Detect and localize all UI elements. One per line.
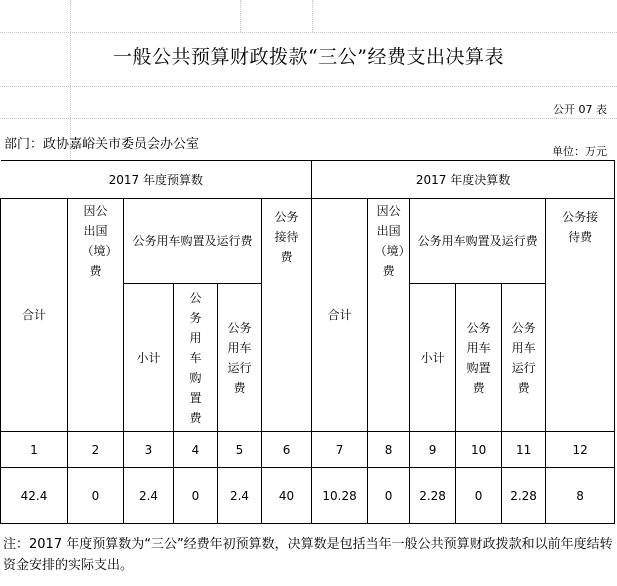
department-label: 部门：政协嘉峪关市委员会办公室 xyxy=(4,137,200,152)
index-cell: 8 xyxy=(368,432,410,468)
value-cell: 0 xyxy=(174,468,218,524)
sheet-gridline xyxy=(0,86,617,87)
budget-subtotal-header: 小计 xyxy=(124,284,174,432)
final-total-header: 合计 xyxy=(312,199,368,432)
budget-group-header: 2017 年度预算数 xyxy=(1,161,312,199)
index-cell: 4 xyxy=(174,432,218,468)
budget-vehicle-purchase-header: 公务用车购置费 xyxy=(174,284,218,432)
value-cell: 8 xyxy=(546,468,615,524)
final-reception-header: 公务接待费 xyxy=(546,199,615,432)
index-cell: 10 xyxy=(456,432,502,468)
value-cell: 0 xyxy=(368,468,410,524)
budget-vehicle-header: 公务用车购置及运行费 xyxy=(124,199,262,284)
sheet-gridline xyxy=(0,32,617,33)
final-abroad-header: 因公出国（境）费 xyxy=(368,199,410,432)
budget-abroad-header: 因公出国（境）费 xyxy=(68,199,124,432)
final-vehicle-operation-header: 公务用车运行费 xyxy=(502,284,546,432)
sheet-gridline xyxy=(312,0,313,32)
index-cell: 7 xyxy=(312,432,368,468)
footnote: 注：2017 年度预算数为“三公”经费年初预算数，决算数是包括当年一般公共预算财政拨款和以前年度结转资金安排的实际支出。 xyxy=(3,537,613,573)
values-row xyxy=(1,468,615,524)
sheet-gridline xyxy=(0,118,617,119)
value-cell: 2.4 xyxy=(124,468,174,524)
final-subtotal-header: 小计 xyxy=(410,284,456,432)
page-title: 一般公共预算财政拨款“三公”经费支出决算表 xyxy=(113,46,504,68)
index-cell: 11 xyxy=(502,432,546,468)
value-cell: 0 xyxy=(456,468,502,524)
form-number: 公开 07 表 xyxy=(553,103,607,116)
value-cell: 2.28 xyxy=(410,468,456,524)
index-cell: 6 xyxy=(262,432,312,468)
value-cell: 0 xyxy=(68,468,124,524)
index-cell: 5 xyxy=(218,432,262,468)
final-vehicle-header: 公务用车购置及运行费 xyxy=(410,199,546,284)
index-cell: 2 xyxy=(68,432,124,468)
final-vehicle-purchase-header: 公务用车购置费 xyxy=(456,284,502,432)
unit-label: 单位：万元 xyxy=(552,145,607,158)
value-cell: 42.4 xyxy=(1,468,68,524)
budget-vehicle-operation-header: 公务用车运行费 xyxy=(218,284,262,432)
value-cell: 40 xyxy=(262,468,312,524)
value-cell: 2.28 xyxy=(502,468,546,524)
three-public-expenses-table xyxy=(0,160,615,524)
budget-reception-header: 公务接待费 xyxy=(262,199,312,432)
budget-total-header: 合计 xyxy=(1,199,68,432)
index-row xyxy=(1,432,615,468)
value-cell: 10.28 xyxy=(312,468,368,524)
sheet-gridline xyxy=(240,0,241,32)
value-cell: 2.4 xyxy=(218,468,262,524)
final-group-header: 2017 年度决算数 xyxy=(312,161,615,199)
index-cell: 3 xyxy=(124,432,174,468)
index-cell: 9 xyxy=(410,432,456,468)
index-cell: 1 xyxy=(1,432,68,468)
index-cell: 12 xyxy=(546,432,615,468)
